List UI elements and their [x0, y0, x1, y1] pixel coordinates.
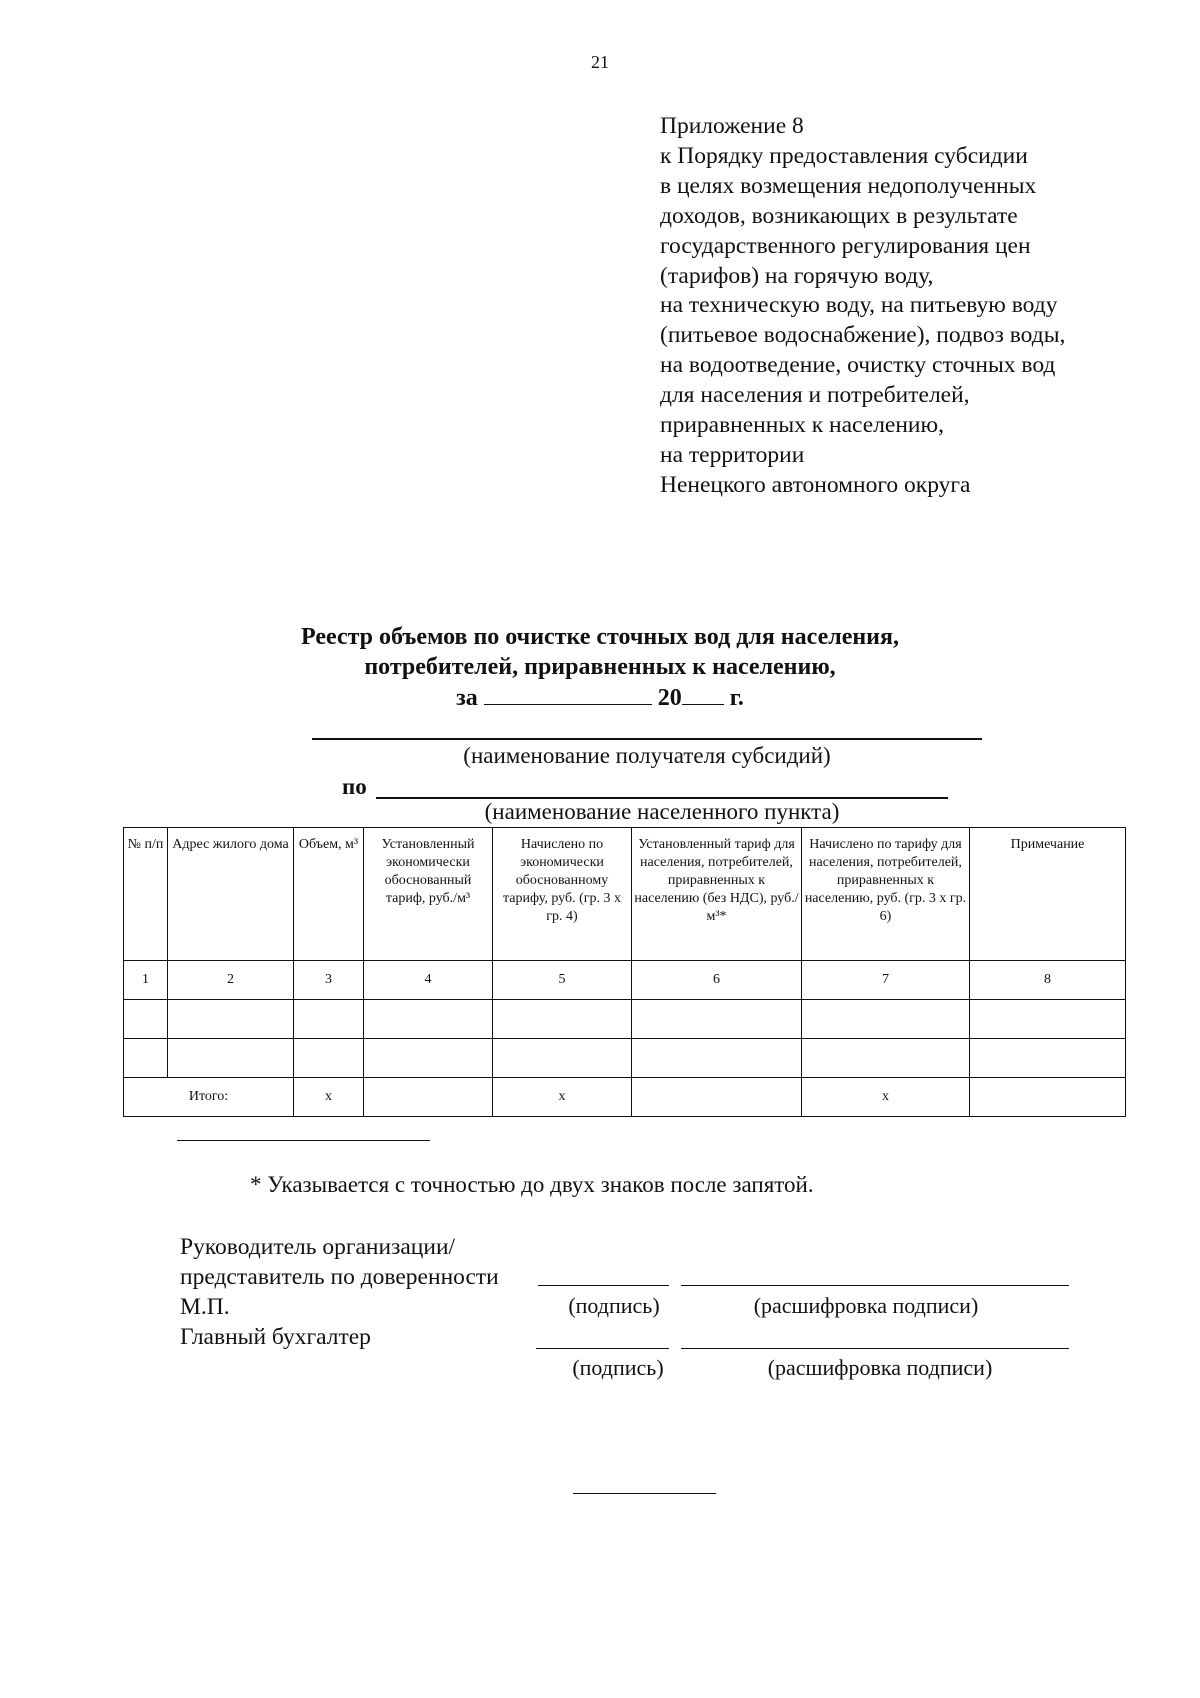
total-x-mark: х	[493, 1078, 632, 1117]
settlement-caption: (наименование населенного пункта)	[484, 799, 840, 824]
table-cell[interactable]	[802, 1000, 970, 1039]
table-cell[interactable]	[168, 1039, 294, 1078]
recipient-caption: (наименование получателя субсидий)	[463, 743, 831, 768]
appendix-block	[660, 112, 1065, 501]
period-blank[interactable]	[484, 682, 652, 705]
total-x-mark: х	[802, 1078, 970, 1117]
column-number-row	[124, 961, 1126, 1000]
table-cell[interactable]	[493, 1039, 632, 1078]
column-number: 3	[294, 961, 364, 1000]
footnote: * Указывается с точностью до двух знаков после запятой.	[250, 1172, 814, 1197]
year-blank[interactable]	[682, 682, 724, 705]
header-cell: Установленный тариф для населения, потребителей, приравненных к населению (без НДС), руб./м³*	[632, 828, 802, 961]
chief-accountant-label: Главный бухгалтер	[180, 1324, 371, 1350]
appendix-line: (тарифов) на горячую воду,	[660, 262, 934, 289]
column-number: 8	[970, 961, 1126, 1000]
stamp-label: М.П.	[180, 1294, 230, 1320]
appendix-line: приравненных к населению,	[660, 412, 944, 439]
total-label: Итого:	[124, 1078, 294, 1117]
table-cell[interactable]	[802, 1039, 970, 1078]
total-cell[interactable]	[970, 1078, 1126, 1117]
appendix-line: на водоотведение, очистку сточных вод	[660, 352, 1056, 379]
document-title	[0, 622, 1200, 713]
title-period-line	[0, 682, 1200, 713]
accountant-decoding-line[interactable]	[681, 1348, 1069, 1349]
appendix-line: в целях возмещения недополученных	[660, 172, 1037, 199]
column-number: 2	[168, 961, 294, 1000]
head-decoding-line[interactable]	[681, 1285, 1069, 1286]
header-cell: Установленный экономически обоснованный тариф, руб./м³	[364, 828, 493, 961]
total-x-mark: х	[294, 1078, 364, 1117]
accountant-decoding-caption: (расшифровка подписи)	[767, 1355, 993, 1380]
table-cell[interactable]	[632, 1039, 802, 1078]
appendix-line: для населения и потребителей,	[660, 382, 970, 409]
title-za: за	[456, 685, 478, 711]
total-row	[124, 1078, 1126, 1117]
column-number: 7	[802, 961, 970, 1000]
appendix-line: государственного регулирования цен	[660, 232, 1031, 259]
table-cell[interactable]	[294, 1000, 364, 1039]
by-label: по	[342, 774, 367, 799]
appendix-line: Ненецкого автономного округа	[660, 471, 971, 498]
header-cell: Объем, м³	[294, 828, 364, 961]
title-year-prefix: 20	[657, 685, 682, 711]
table-cell[interactable]	[294, 1039, 364, 1078]
footnote-separator	[177, 1140, 430, 1141]
table-cell[interactable]	[632, 1000, 802, 1039]
table-row	[124, 1039, 1126, 1078]
appendix-line: (питьевое водоснабжение), подвоз воды,	[660, 322, 1066, 349]
table-cell[interactable]	[970, 1000, 1126, 1039]
head-label	[180, 1232, 499, 1352]
page-number: 21	[591, 52, 609, 72]
appendix-line: к Порядку предоставления субсидии	[660, 142, 1028, 169]
column-number: 6	[632, 961, 802, 1000]
total-cell[interactable]	[364, 1078, 493, 1117]
column-number: 5	[493, 961, 632, 1000]
appendix-line: Приложение 8	[660, 113, 804, 139]
header-cell: Начислено по экономически обоснованному тарифу, руб. (гр. 3 х гр. 4)	[493, 828, 632, 961]
column-number: 1	[124, 961, 168, 1000]
table-cell[interactable]	[168, 1000, 294, 1039]
appendix-line: на техническую воду, на питьевую воду	[660, 292, 1058, 319]
head-label-line-1: Руководитель организации/	[180, 1234, 456, 1260]
total-cell[interactable]	[632, 1078, 802, 1117]
head-decoding-caption: (расшифровка подписи)	[753, 1293, 979, 1318]
registry-table	[123, 827, 1126, 1117]
column-number: 4	[364, 961, 493, 1000]
title-line-2: потребителей, приравненных к населению,	[364, 654, 836, 680]
table-cell[interactable]	[124, 1000, 168, 1039]
title-year-suffix: г.	[729, 685, 744, 711]
table-header-row	[124, 828, 1126, 961]
title-line-1: Реестр объемов по очистке сточных вод для населения,	[301, 624, 899, 650]
table-cell[interactable]	[364, 1000, 493, 1039]
header-cell: Адрес жилого дома	[168, 828, 294, 961]
recipient-blank-line[interactable]	[312, 738, 982, 740]
accountant-signature-caption: (подпись)	[572, 1355, 664, 1380]
header-cell: Примечание	[970, 828, 1126, 961]
end-separator	[573, 1493, 716, 1494]
header-cell: № п/п	[124, 828, 168, 961]
head-label-line-2: представитель по доверенности	[180, 1264, 499, 1290]
appendix-line: на территории	[660, 441, 805, 468]
table-cell[interactable]	[493, 1000, 632, 1039]
head-signature-line[interactable]	[538, 1285, 669, 1286]
table-cell[interactable]	[970, 1039, 1126, 1078]
table-cell[interactable]	[124, 1039, 168, 1078]
table-row	[124, 1000, 1126, 1039]
head-signature-caption: (подпись)	[568, 1293, 660, 1318]
header-cell: Начислено по тарифу для населения, потребителей, приравненных к населению, руб. (гр. 3 х гр. 6)	[802, 828, 970, 961]
accountant-signature-line[interactable]	[536, 1348, 669, 1349]
appendix-line: доходов, возникающих в результате	[660, 202, 1018, 229]
table-cell[interactable]	[364, 1039, 493, 1078]
